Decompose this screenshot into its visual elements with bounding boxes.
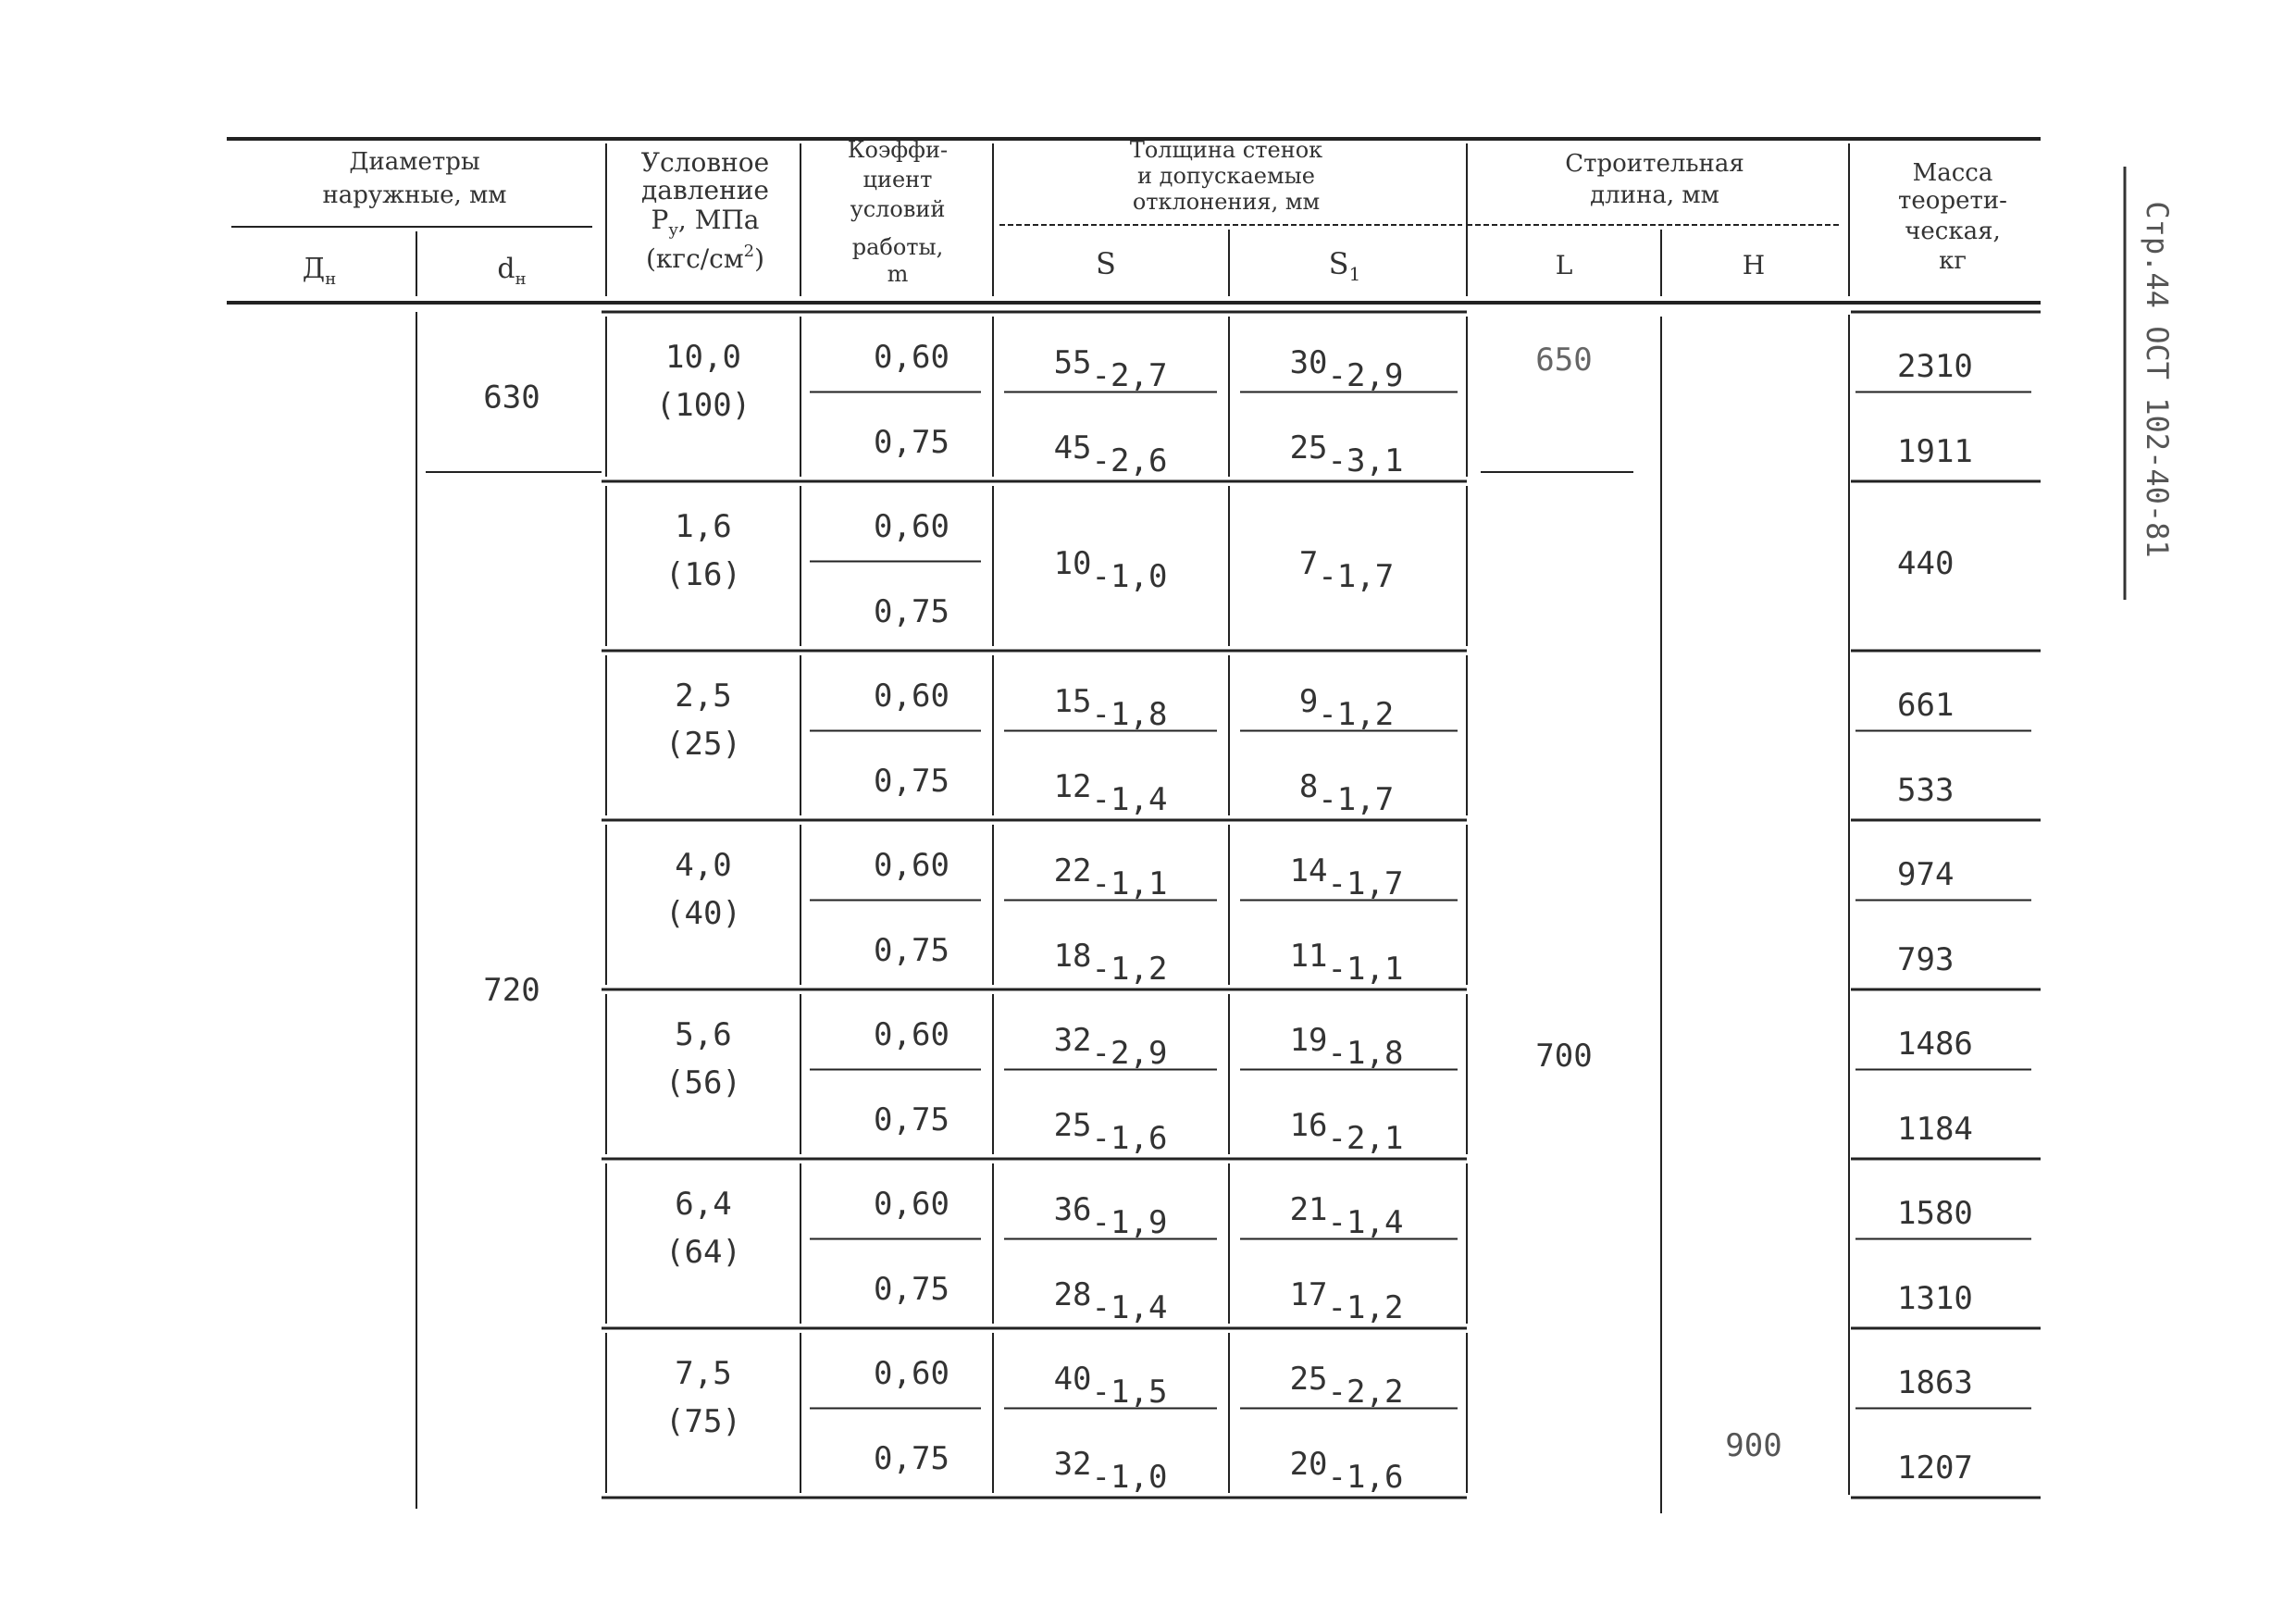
outer-diameter-dn: 630 [483, 379, 540, 417]
theoretical-mass: 1486 [1897, 1026, 1973, 1063]
theoretical-mass: 661 [1897, 687, 1955, 724]
header-text [303, 137, 2007, 289]
length-H-value: 900 [1725, 1427, 1782, 1464]
wall-thickness-S-value: 40 [1053, 1361, 1092, 1398]
theoretical-mass: 1310 [1897, 1280, 1973, 1317]
theoretical-mass: 1184 [1897, 1111, 1973, 1148]
wall-thickness-S-tolerance: -1,5 [1091, 1374, 1168, 1411]
wall-thickness-S1 [1290, 429, 1404, 479]
wall-thickness-S-tolerance: -1,4 [1091, 781, 1168, 818]
wall-thickness-S1 [1290, 1446, 1404, 1496]
coefficient-m: 0,60 [874, 847, 949, 884]
wall-thickness-S-tolerance: -1,0 [1091, 1459, 1168, 1496]
wall-thickness-S1 [1290, 1107, 1404, 1157]
wall-thickness-S1-value: 19 [1289, 1022, 1328, 1059]
wall-thickness-S-value: 18 [1053, 938, 1092, 975]
coef-header-line4: работы, [851, 234, 944, 260]
wall-thickness-S-value: 28 [1053, 1276, 1092, 1313]
wall-thickness-S1 [1299, 545, 1394, 595]
pressure-kgf: (64) [665, 1234, 741, 1271]
wall-thickness-S1 [1299, 683, 1394, 733]
coefficient-m: 0,60 [874, 1016, 949, 1053]
wall-thickness-S1-value: 25 [1289, 429, 1328, 466]
col-header-L: L [1555, 250, 1573, 280]
wall-thickness-S1-tolerance: -1,2 [1318, 696, 1395, 733]
wall-thickness-S-tolerance: -1,6 [1091, 1120, 1168, 1157]
theoretical-mass: 1863 [1897, 1364, 1973, 1401]
coefficient-m: 0,75 [874, 932, 949, 969]
length-L-value-630: 650 [1535, 342, 1593, 379]
mass-header-line4: кг [1939, 247, 1967, 275]
col-header-S: S [1096, 246, 1116, 281]
wall-thickness-S-value: 45 [1053, 429, 1092, 466]
length-header-line1: Строительная [1565, 150, 1744, 178]
wall-thickness-S-value: 22 [1053, 852, 1092, 889]
wall-thickness-S1-tolerance: -1,7 [1318, 558, 1395, 595]
wall-thickness-S1-tolerance: -1,7 [1318, 781, 1395, 818]
wall-thickness-S-tolerance: -1,8 [1091, 696, 1168, 733]
wall-thickness-S-tolerance: -1,0 [1091, 558, 1168, 595]
wall-header-line2: и допускаемые [1137, 163, 1315, 189]
wall-thickness-S1-tolerance: -1,1 [1327, 951, 1404, 988]
length-header-line2: длина, мм [1590, 181, 1719, 209]
wall-thickness-S1-tolerance: -3,1 [1327, 442, 1404, 479]
wall-thickness-S1-tolerance: -2,1 [1327, 1120, 1404, 1157]
pressure-kgf: (25) [665, 726, 741, 763]
column-values [1535, 342, 1781, 1464]
wall-thickness-S1-tolerance: -1,4 [1327, 1204, 1404, 1241]
coefficient-m: 0,75 [874, 593, 949, 630]
mass-header-line3: ческая, [1905, 218, 2001, 245]
wall-thickness-S1 [1290, 1022, 1404, 1072]
body-static-lines [416, 312, 1849, 1513]
pressure-mpa: 10,0 [665, 339, 741, 376]
wall-thickness-S1 [1290, 1191, 1404, 1241]
table-body [483, 312, 2041, 1498]
wall-thickness-S-tolerance: -1,9 [1091, 1204, 1168, 1241]
wall-thickness-S1-value: 21 [1289, 1191, 1328, 1228]
pressure-mpa: 4,0 [675, 847, 732, 884]
coefficient-m: 0,75 [874, 424, 949, 461]
mass-header-line1: Масса [1912, 159, 1993, 187]
pressure-header-line3: $P_у$, МПа [651, 205, 760, 240]
wall-thickness-S [1054, 1022, 1168, 1072]
coef-header-line5: m [887, 261, 909, 287]
length-L-value-720: 700 [1535, 1038, 1593, 1075]
wall-thickness-S1-tolerance: -1,7 [1327, 865, 1404, 902]
wall-thickness-S1-value: 7 [1298, 545, 1319, 582]
theoretical-mass: 440 [1897, 545, 1955, 582]
wall-thickness-S-tolerance: -1,2 [1091, 951, 1168, 988]
pressure-kgf: (100) [655, 387, 751, 424]
wall-thickness-S [1054, 852, 1168, 902]
pressure-mpa: 1,6 [675, 508, 732, 545]
col-header-H: Н [1742, 250, 1766, 280]
pressure-mpa: 5,6 [675, 1016, 732, 1053]
wall-thickness-S1-value: 8 [1298, 768, 1319, 805]
coef-header-line2: циент [863, 167, 933, 193]
wall-thickness-S1-value: 20 [1289, 1446, 1328, 1483]
wall-thickness-S1-value: 30 [1289, 344, 1328, 381]
wall-thickness-S-value: 15 [1053, 683, 1092, 720]
pressure-kgf: (56) [665, 1064, 741, 1101]
wall-thickness-S [1054, 938, 1168, 988]
wall-thickness-S1-tolerance: -1,6 [1327, 1459, 1404, 1496]
wall-thickness-S1-value: 9 [1298, 683, 1319, 720]
wall-thickness-S1 [1290, 1361, 1404, 1411]
theoretical-mass: 2310 [1897, 348, 1973, 385]
mass-header-line2: теорети- [1898, 187, 2007, 215]
wall-thickness-S [1054, 768, 1168, 818]
wall-thickness-S [1054, 429, 1168, 479]
coefficient-m: 0,75 [874, 1440, 949, 1477]
coefficient-m: 0,75 [874, 1101, 949, 1138]
wall-thickness-S-value: 32 [1053, 1022, 1092, 1059]
coefficient-m: 0,60 [874, 678, 949, 715]
wall-thickness-S1-value: 25 [1289, 1361, 1328, 1398]
theoretical-mass: 1911 [1897, 433, 1973, 470]
wall-thickness-S-value: 36 [1053, 1191, 1092, 1228]
coefficient-m: 0,60 [874, 1355, 949, 1392]
wall-thickness-S-tolerance: -2,9 [1091, 1035, 1168, 1072]
coefficient-m: 0,75 [874, 763, 949, 800]
pressure-kgf: (16) [665, 556, 741, 593]
wall-thickness-S1-value: 14 [1289, 852, 1328, 889]
wall-thickness-S [1054, 683, 1168, 733]
wall-thickness-S-value: 12 [1053, 768, 1092, 805]
wall-thickness-S-tolerance: -1,1 [1091, 865, 1168, 902]
wall-thickness-S-tolerance: -2,7 [1091, 357, 1168, 394]
wall-thickness-S1 [1290, 852, 1404, 902]
wall-thickness-S1 [1299, 768, 1394, 818]
theoretical-mass: 793 [1897, 941, 1955, 978]
page-side-title: Стр.44 ОСТ 102-40-81 [2140, 201, 2175, 558]
wall-thickness-S [1054, 1446, 1168, 1496]
wall-thickness-S1-value: 11 [1289, 938, 1328, 975]
pressure-header-line1: Условное [640, 147, 770, 178]
diameters-header-line1: Диаметры [349, 148, 480, 176]
wall-thickness-S1-tolerance: -2,2 [1327, 1374, 1404, 1411]
coefficient-m: 0,60 [874, 339, 949, 376]
wall-thickness-S-value: 10 [1053, 545, 1092, 582]
pressure-header-line4: $(кгс/см^2)$ [645, 242, 765, 274]
wall-thickness-S1 [1290, 344, 1404, 394]
wall-thickness-S [1054, 1107, 1168, 1157]
wall-thickness-S1 [1290, 1276, 1404, 1326]
col-header-dn: $d_н$ [497, 253, 527, 289]
wall-thickness-S-tolerance: -1,4 [1091, 1289, 1168, 1326]
wall-thickness-S [1054, 1276, 1168, 1326]
wall-thickness-S-tolerance: -2,6 [1091, 442, 1168, 479]
pressure-header-line2: давление [641, 175, 769, 205]
wall-thickness-S [1054, 1361, 1168, 1411]
wall-thickness-S1-tolerance: -1,8 [1327, 1035, 1404, 1072]
wall-thickness-S-value: 25 [1053, 1107, 1092, 1144]
coefficient-m: 0,75 [874, 1271, 949, 1308]
pressure-kgf: (40) [665, 895, 741, 932]
wall-thickness-S-value: 32 [1053, 1446, 1092, 1483]
outer-diameter-dn: 720 [483, 972, 540, 1009]
pressure-mpa: 7,5 [675, 1355, 732, 1392]
theoretical-mass: 1207 [1897, 1449, 1973, 1486]
pressure-mpa: 2,5 [675, 678, 732, 715]
wall-thickness-S-value: 55 [1053, 344, 1092, 381]
coefficient-m: 0,60 [874, 1186, 949, 1223]
wall-thickness-S1-value: 17 [1289, 1276, 1328, 1313]
wall-thickness-S [1054, 1191, 1168, 1241]
theoretical-mass: 533 [1897, 772, 1955, 809]
wall-thickness-S [1054, 545, 1168, 595]
wall-thickness-S1-value: 16 [1289, 1107, 1328, 1144]
wall-thickness-S1-tolerance: -1,2 [1327, 1289, 1404, 1326]
theoretical-mass: 1580 [1897, 1195, 1973, 1232]
theoretical-mass: 974 [1897, 856, 1955, 893]
col-header-Dn: $Д_н$ [302, 253, 337, 289]
pressure-mpa: 6,4 [675, 1186, 732, 1223]
pressure-kgf: (75) [665, 1403, 741, 1440]
wall-header-line3: отклонения, мм [1132, 189, 1321, 215]
wall-thickness-S1-tolerance: -2,9 [1327, 357, 1404, 394]
coef-header-line3: условий [850, 196, 946, 222]
diameters-header-line2: наружные, мм [322, 181, 507, 209]
coef-header-line1: Коэффи- [847, 137, 949, 163]
coefficient-m: 0,60 [874, 508, 949, 545]
col-header-S1: $S_1$ [1328, 246, 1361, 285]
wall-header-line1: Толщина стенок [1129, 137, 1323, 163]
wall-thickness-S [1054, 344, 1168, 394]
wall-thickness-S1 [1290, 938, 1404, 988]
